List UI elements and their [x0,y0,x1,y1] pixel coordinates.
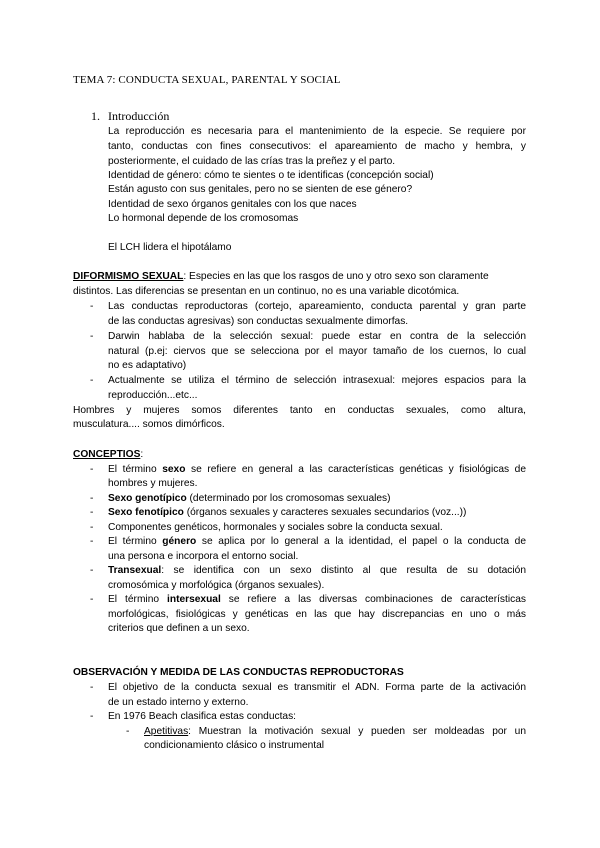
diformismo-bullet-line: Las conductas reproductoras (cortejo, apareamiento, conducta parental y gran parte [108,301,526,312]
conceptos-colon: : [140,449,144,460]
conceptos-bullet-line: una persona e incorpora el entorno social. [108,551,299,562]
observacion-bullet-line: El objetivo de la conducta sexual es transmitir el ADN. Forma parte de la activación [108,682,526,693]
conceptos-heading-text: CONCEPTIOS [73,449,141,460]
intro-line: posteriormente, el cuidado de las crías tras la preñez y el parto. [108,156,396,167]
observacion-subbullet-line: Apetitivas: Muestran la motivación sexual y pueden ser moldeadas por un [144,726,526,737]
intro-line: Identidad de género: cómo te sientes o te identificas (concepción social) [108,170,434,181]
diformismo-def-text: : Especies en las que los rasgos de uno y otro sexo son claramente [183,271,489,282]
diformismo-bullet-line: no es adaptativo) [108,360,187,371]
diformismo-bullet-line: natural (p.ej: ciervos que se selecciona por el mayor tamaño de los cuernos, lo cual [108,346,526,357]
bullet-dash: - [90,522,94,533]
intro-line: tanto, conductas con fines consecutivos: el apareamiento de macho y hembra, y [108,141,526,152]
conceptos-bullet-line: morfológicas, fisiológicas y genéticas en las que hay discrepancias en uno o más [108,609,526,620]
section-number: 1. [91,109,100,123]
intro-line: Identidad de sexo órganos genitales con los que naces [108,199,357,210]
sub-bullet-dash: - [126,726,130,737]
bullet-dash: - [90,594,94,605]
diformismo-bullet-line: Actualmente se utiliza el término de selección intrasexual: mejores espacios para la [108,375,526,386]
conceptos-bullet-line: cromosómica y morfológica (órganos sexuales). [108,580,325,591]
observacion-bullet-line: de un estado interno y externo. [108,697,249,708]
observacion-subbullet-line: condicionamiento clásico o instrumental [144,740,325,751]
conceptos-bullet-line: Transexual: se identifica con un sexo distinto al que resulta de su dotación [108,565,526,576]
conceptos-bullet-line: hombres y mujeres. [108,478,198,489]
conceptos-bullet-line: Sexo fenotípico (órganos sexuales y caracteres sexuales secundarios (voz...)) [108,507,467,518]
bullet-dash: - [90,375,94,386]
diformismo-definition [73,270,489,284]
bullet-dash: - [90,536,94,547]
conceptos-bullet-line: Sexo genotípico (determinado por los cromosomas sexuales) [108,493,391,504]
observacion-heading: OBSERVACIÓN Y MEDIDA DE LAS CONDUCTAS REPRODUCTORAS [73,667,404,678]
bullet-dash: - [90,331,94,342]
diformismo-bullet-line: Darwin hablaba de la selección sexual: puede estar en contra de la selección [108,331,526,342]
section-title: Introducción [108,109,170,123]
observacion-bullet-line: En 1976 Beach clasifica estas conductas: [108,711,297,722]
diformismo-bullet-line: reproducción...etc... [108,390,198,401]
conceptos-bullet-line: Componentes genéticos, hormonales y sociales sobre la conducta sexual. [108,522,443,533]
diformismo-term: DIFORMISMO SEXUAL [73,271,184,282]
intro-line: La reproducción es necesaria para el mantenimiento de la especie. Se requiere por [108,126,526,137]
intro-line: Lo hormonal depende de los cromosomas [108,213,299,224]
diformismo-closing-line: Hombres y mujeres somos diferentes tanto en conductas sexuales, como altura, [73,405,526,416]
diformismo-line: distintos. Las diferencias se presentan en un continuo, no es una variable dicotómica. [73,286,460,297]
section-heading-introduccion [91,109,169,124]
bullet-dash: - [90,682,94,693]
diformismo-closing-line: musculatura.... somos dimórficos. [73,419,225,430]
bullet-dash: - [90,565,94,576]
bullet-dash: - [90,464,94,475]
bullet-dash: - [90,493,94,504]
conceptos-bullet-line: El término género se aplica por lo general a la identidad, el papel o la conducta de [108,536,526,547]
bullet-dash: - [90,507,94,518]
page-title: TEMA 7: CONDUCTA SEXUAL, PARENTAL Y SOCIAL [73,74,341,86]
conceptos-bullet-line: criterios que definen a un sexo. [108,623,250,634]
diformismo-bullet-line: de las conductas agresivas) son conductas sexualmente dimorfas. [108,316,409,327]
conceptos-bullet-line: El término sexo se refiere en general a las características genéticas y fisiológicas de [108,464,526,475]
conceptos-heading [73,448,143,462]
intro-line: El LCH lidera el hipotálamo [108,242,232,253]
intro-line: Están agusto con sus genitales, pero no se sienten de ese género? [108,184,413,195]
bullet-dash: - [90,301,94,312]
conceptos-bullet-line: El término intersexual se refiere a las diversas combinaciones de características [108,594,526,605]
bullet-dash: - [90,711,94,722]
